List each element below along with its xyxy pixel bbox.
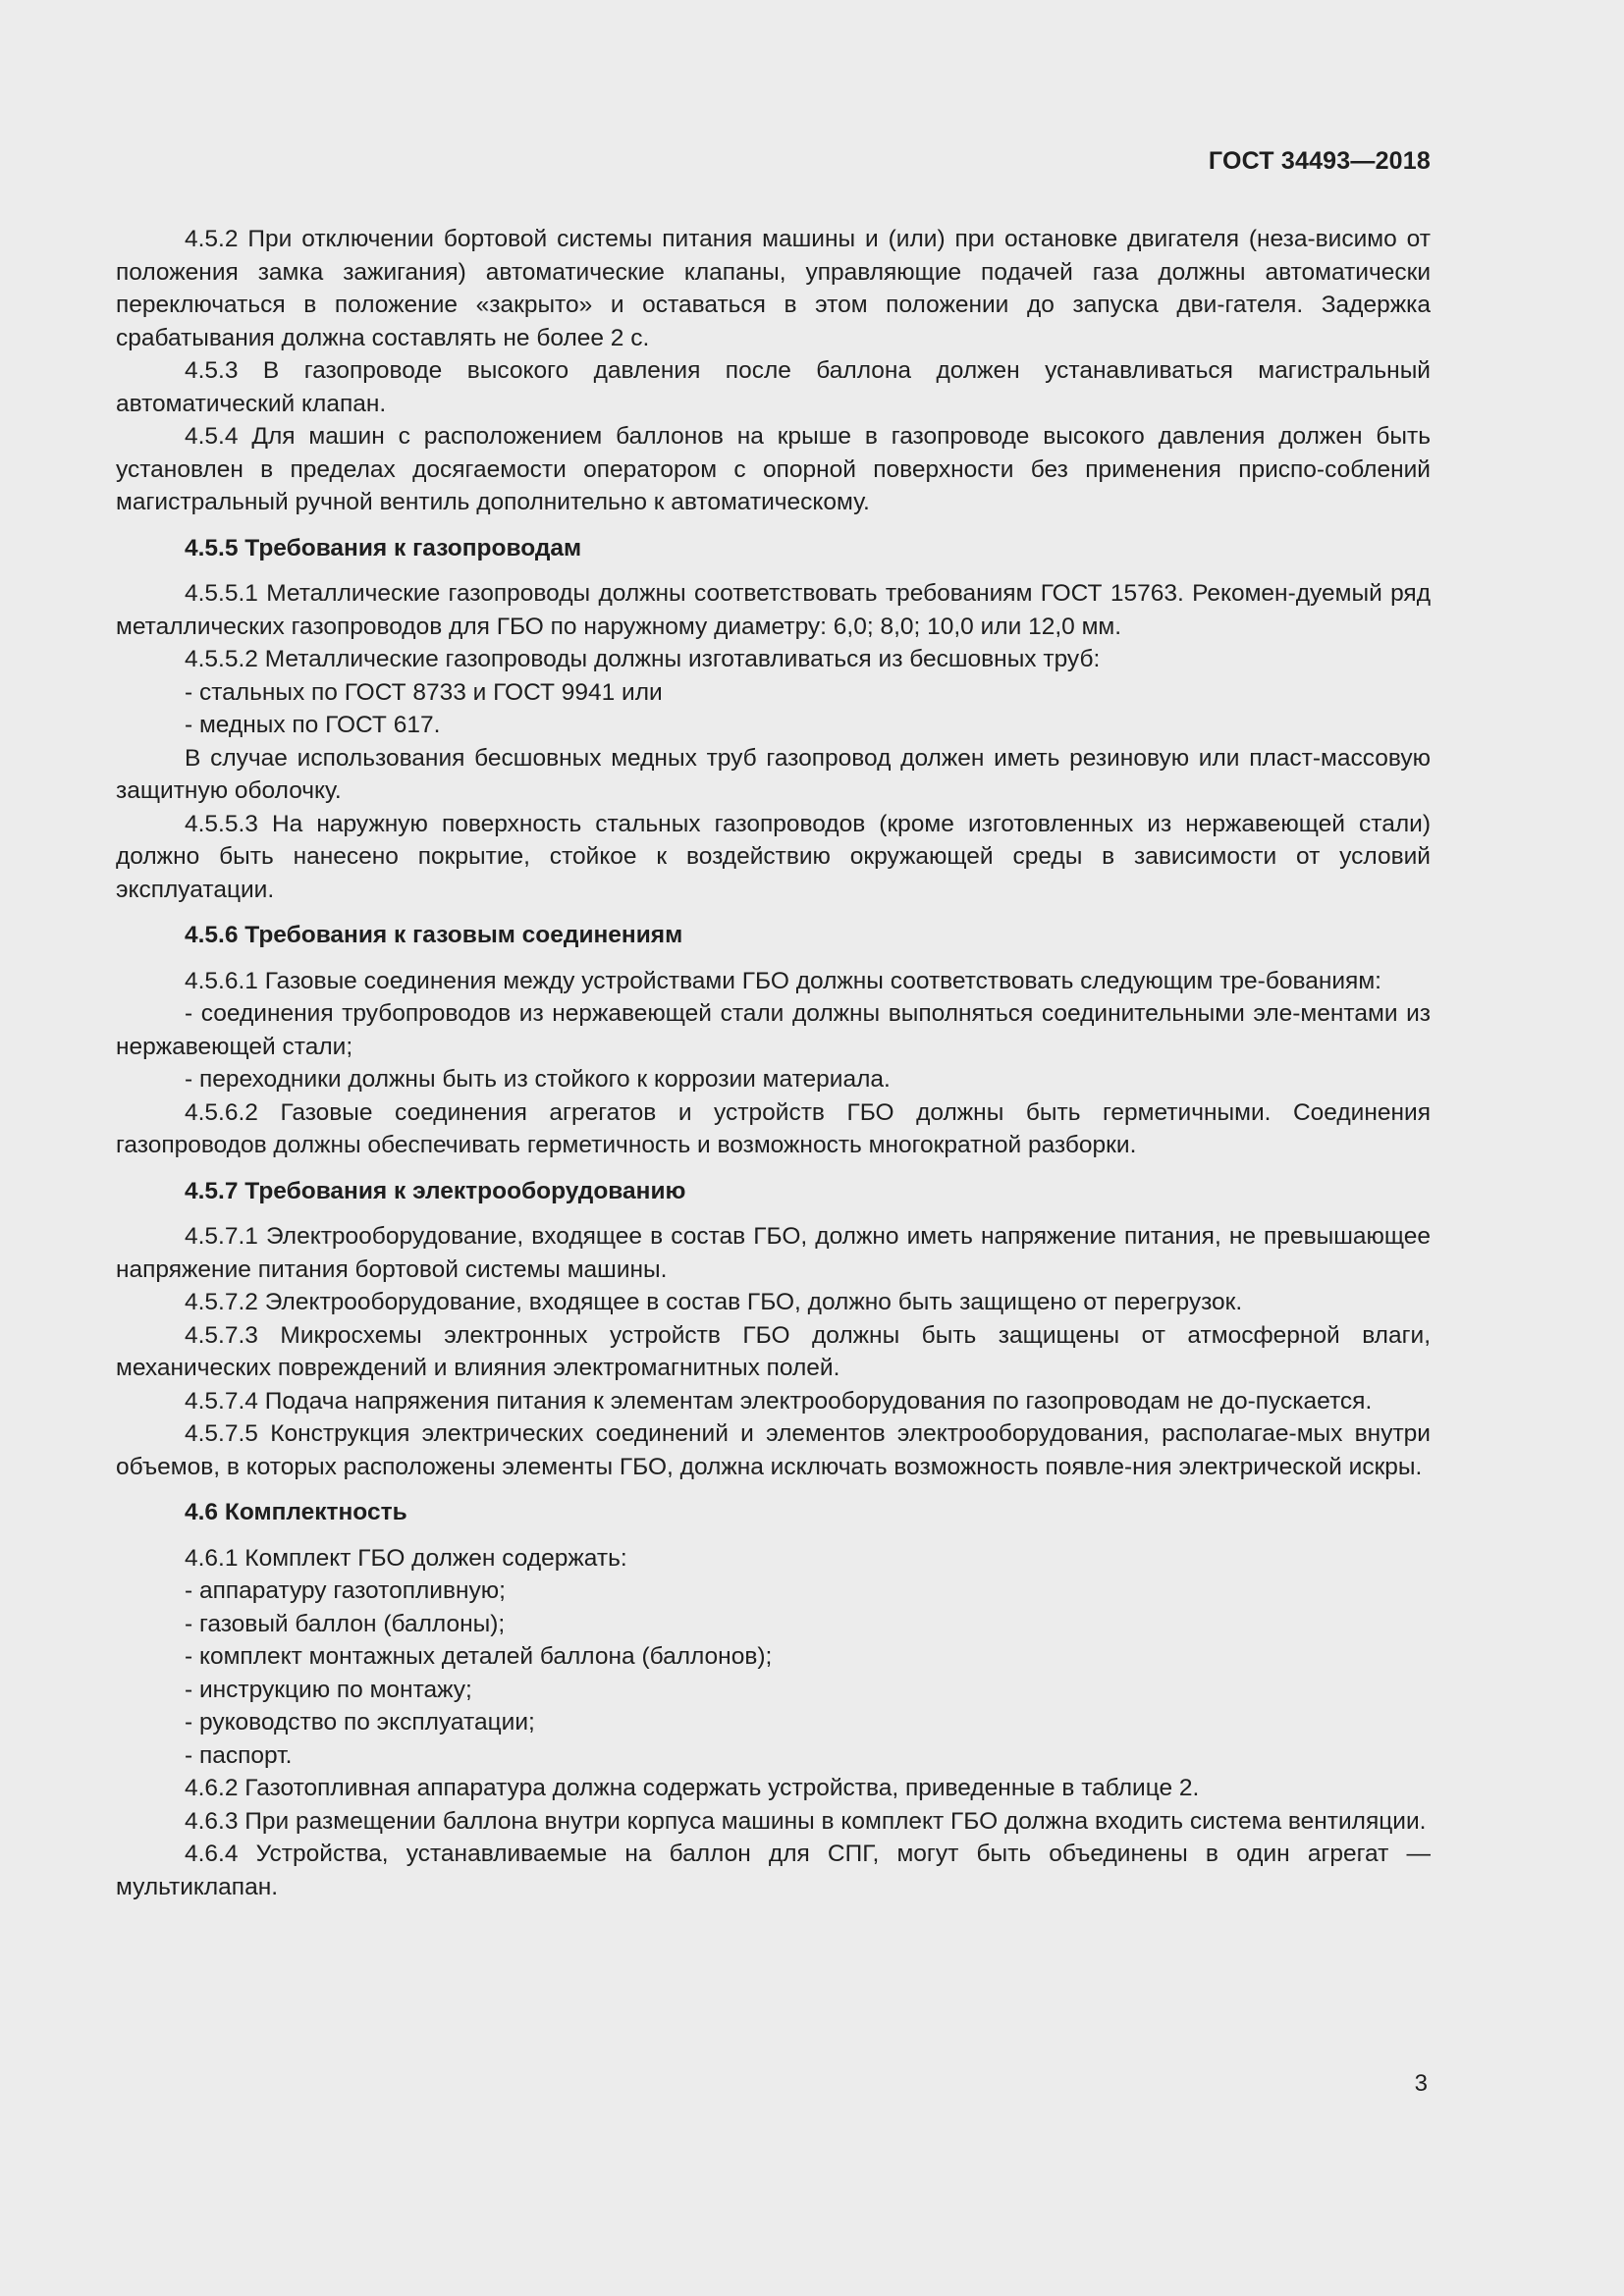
section-heading: 4.5.7 Требования к электрооборудованию: [185, 1177, 686, 1204]
paragraph: 4.5.7.3 Микросхемы электронных устройств ГБО должны быть защищены от атмосферной влаги, механических повреждений и влияния электромагнитных полей.: [116, 1321, 1431, 1381]
page-number: 3: [1414, 2070, 1428, 2097]
section-heading: 4.5.5 Требования к газопроводам: [185, 534, 582, 561]
paragraph: 4.5.7.2 Электрооборудование, входящее в состав ГБО, должно быть защищено от перегрузок.: [185, 1289, 1243, 1315]
paragraph: 4.5.2 При отключении бортовой системы питания машины и (или) при остановке двигателя (неза-висимо от положения замка зажигания) автоматические клапаны, управляющие подачей газа должны автоматически переключаться в положение «закрыто» и оставаться в этом положении до запуска дви-гателя. Задержка срабатывания должна составлять не более 2 с.: [116, 226, 1431, 351]
paragraph: 4.6.1 Комплект ГБО должен содержать:: [185, 1544, 627, 1572]
paragraph: 4.5.5.3 На наружную поверхность стальных газопроводов (кроме изготовленных из нержавеющей стали) должно быть нанесено покрытие, стойкое к воздействию окружающей среды в зависимости от условий эксплуатации.: [116, 810, 1431, 903]
list-item: - соединения трубопроводов из нержавеющей стали должны выполняться соединительными эле-ментами из нержавеющей стали;: [116, 1000, 1431, 1060]
paragraph: 4.5.6.2 Газовые соединения агрегатов и устройств ГБО должны быть герметичными. Соединения газопроводов должны обеспечивать герметичность и возможность многократной разборки.: [116, 1098, 1431, 1158]
paragraph: 4.5.7.4 Подача напряжения питания к элементам электрооборудования по газопроводам не до-пускается.: [185, 1387, 1373, 1415]
document-body: [116, 223, 1431, 1903]
paragraph: 4.6.3 При размещении баллона внутри корпуса машины в комплект ГБО должна входить система вентиляции.: [185, 1807, 1427, 1835]
paragraph: 4.6.2 Газотопливная аппаратура должна содержать устройства, приведенные в таблице 2.: [185, 1775, 1200, 1801]
list-item: - руководство по эксплуатации;: [185, 1709, 535, 1735]
section-heading: 4.5.6 Требования к газовым соединениям: [185, 922, 683, 948]
list-item: - комплект монтажных деталей баллона (баллонов);: [185, 1643, 773, 1670]
paragraph: 4.6.4 Устройства, устанавливаемые на баллон для СПГ, могут быть объединены в один агрегат — мультиклапан.: [116, 1841, 1431, 1900]
list-item: - газовый баллон (баллоны);: [185, 1610, 506, 1637]
list-item: - инструкцию по монтажу;: [185, 1676, 472, 1703]
list-item: - переходники должны быть из стойкого к коррозии материала.: [185, 1066, 891, 1093]
paragraph: 4.5.5.1 Металлические газопроводы должны соответствовать требованиям ГОСТ 15763. Рекомен-дуемый ряд металлических газопроводов для ГБО по наружному диаметру: 6,0; 8,0; 10,0 или 12,0 мм.: [116, 580, 1431, 640]
section-heading: 4.6 Комплектность: [185, 1499, 407, 1525]
paragraph: 4.5.7.1 Электрооборудование, входящее в состав ГБО, должно иметь напряжение питания, не превышающее напряжение питания бортовой системы машины.: [116, 1223, 1431, 1283]
document-header-standard: ГОСТ 34493—2018: [1208, 147, 1431, 175]
list-item: - аппаратуру газотопливную;: [185, 1577, 506, 1604]
paragraph: В случае использования бесшовных медных труб газопровод должен иметь резиновую или пласт-массовую защитную оболочку.: [116, 744, 1431, 804]
paragraph: 4.5.6.1 Газовые соединения между устройствами ГБО должны соответствовать следующим тре-бованиям:: [185, 967, 1381, 994]
paragraph: 4.5.5.2 Металлические газопроводы должны изготавливаться из бесшовных труб:: [185, 646, 1101, 672]
paragraph: 4.5.4 Для машин с расположением баллонов на крыше в газопроводе высокого давления должен быть установлен в пределах досягаемости оператором с опорной поверхности без применения приспо-соблений магистральный ручной вентиль дополнительно к автоматическому.: [116, 423, 1431, 515]
list-item: - стальных по ГОСТ 8733 и ГОСТ 9941 или: [185, 678, 663, 706]
paragraph: 4.5.7.5 Конструкция электрических соединений и элементов электрооборудования, располагае-мых внутри объемов, в которых расположены элементы ГБО, должна исключать возможность появле-ния электрической искры.: [116, 1420, 1431, 1480]
list-item: - медных по ГОСТ 617.: [185, 712, 441, 738]
paragraph: 4.5.3 В газопроводе высокого давления после баллона должен устанавливаться магистральный автоматический клапан.: [116, 357, 1431, 417]
list-item: - паспорт.: [185, 1741, 293, 1769]
